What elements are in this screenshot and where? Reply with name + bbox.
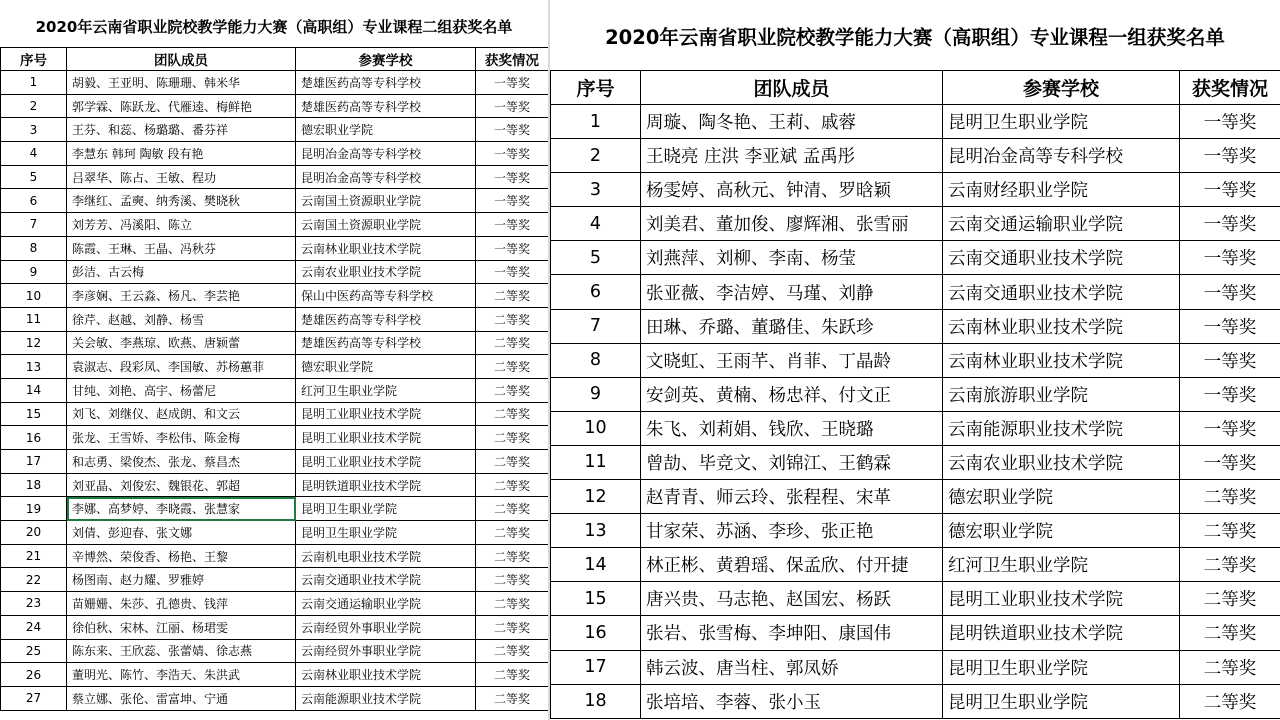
right-sheet-title: 2020年云南省职业院校教学能力大赛（高职组）专业课程一组获奖名单 bbox=[605, 26, 1225, 49]
table-row[interactable] bbox=[1, 307, 549, 331]
header-num[interactable]: 序号 bbox=[551, 71, 641, 105]
school-cell[interactable]: 云南能源职业技术学院 bbox=[296, 686, 476, 710]
members-cell[interactable]: 辛博然、荣俊香、杨艳、王黎 bbox=[67, 544, 296, 568]
school-cell[interactable]: 昆明冶金高等专科学校 bbox=[296, 142, 476, 166]
school-cell[interactable]: 云南农业职业技术学院 bbox=[296, 260, 476, 284]
school-cell[interactable]: 云南农业职业技术学院 bbox=[943, 445, 1180, 479]
row-num-cell[interactable]: 7 bbox=[1, 213, 67, 237]
members-cell[interactable]: 徐伯秋、宋林、江丽、杨珺雯 bbox=[67, 615, 296, 639]
school-cell[interactable]: 云南财经职业学院 bbox=[943, 173, 1180, 207]
school-cell[interactable]: 云南旅游职业学院 bbox=[943, 377, 1180, 411]
school-cell[interactable]: 红河卫生职业学院 bbox=[943, 548, 1180, 582]
table-row[interactable] bbox=[1, 189, 549, 213]
table-row[interactable] bbox=[1, 284, 549, 308]
school-cell[interactable]: 云南交通职业技术学院 bbox=[943, 241, 1180, 275]
members-cell[interactable]: 李彦娴、王云淼、杨凡、李芸艳 bbox=[67, 284, 296, 308]
table-row[interactable] bbox=[551, 139, 1280, 173]
award-cell[interactable]: 二等奖 bbox=[476, 402, 549, 426]
award-cell[interactable]: 二等奖 bbox=[476, 592, 549, 616]
table-row[interactable] bbox=[1, 378, 549, 402]
row-num-cell[interactable]: 14 bbox=[1, 378, 67, 402]
left-sheet-title: 2020年云南省职业院校教学能力大赛（高职组）专业课程二组获奖名单 bbox=[35, 18, 513, 36]
school-cell[interactable]: 云南林业职业技术学院 bbox=[943, 309, 1180, 343]
award-cell[interactable]: 一等奖 bbox=[476, 260, 549, 284]
members-cell[interactable]: 文晓虹、王雨芊、肖菲、丁晶龄 bbox=[641, 343, 943, 377]
award-cell[interactable]: 一等奖 bbox=[476, 94, 549, 118]
header-award[interactable]: 获奖情况 bbox=[476, 48, 549, 71]
award-cell[interactable]: 一等奖 bbox=[1180, 173, 1280, 207]
table-header-row bbox=[1, 48, 549, 71]
members-cell[interactable]: 陈东来、王欣蕊、张蕾婧、徐志燕 bbox=[67, 639, 296, 663]
row-num-cell[interactable]: 6 bbox=[1, 189, 67, 213]
members-cell[interactable]: 王晓亮 庄洪 李亚斌 孟禹彤 bbox=[641, 139, 943, 173]
members-cell[interactable]: 李继红、孟奭、纳秀溪、樊晓秋 bbox=[67, 189, 296, 213]
school-cell[interactable]: 昆明冶金高等专科学校 bbox=[296, 165, 476, 189]
row-num-cell[interactable]: 26 bbox=[1, 663, 67, 687]
award-cell[interactable]: 一等奖 bbox=[476, 71, 549, 95]
award-cell[interactable]: 二等奖 bbox=[476, 307, 549, 331]
table-row[interactable] bbox=[1, 213, 549, 237]
members-cell[interactable]: 关会敏、李燕琼、欧燕、唐颖蕾 bbox=[67, 331, 296, 355]
school-cell[interactable]: 云南国土资源职业学院 bbox=[296, 189, 476, 213]
row-num-cell[interactable]: 27 bbox=[1, 686, 67, 710]
row-num-cell[interactable]: 23 bbox=[1, 592, 67, 616]
school-cell[interactable]: 云南林业职业技术学院 bbox=[296, 236, 476, 260]
award-cell[interactable]: 一等奖 bbox=[1180, 241, 1280, 275]
row-num-cell[interactable]: 9 bbox=[551, 377, 641, 411]
school-cell[interactable]: 昆明卫生职业学院 bbox=[943, 650, 1180, 684]
table-row[interactable] bbox=[1, 118, 549, 142]
members-cell[interactable]: 唐兴贵、马志艳、赵国宏、杨跃 bbox=[641, 582, 943, 616]
school-cell[interactable]: 云南林业职业技术学院 bbox=[296, 663, 476, 687]
table-row[interactable] bbox=[1, 71, 549, 95]
table-row[interactable] bbox=[1, 592, 549, 616]
award-cell[interactable]: 二等奖 bbox=[1180, 480, 1280, 514]
award-cell[interactable]: 二等奖 bbox=[1180, 684, 1280, 718]
award-cell[interactable]: 一等奖 bbox=[1180, 309, 1280, 343]
award-cell[interactable]: 二等奖 bbox=[476, 639, 549, 663]
award-cell[interactable]: 一等奖 bbox=[476, 189, 549, 213]
table-row[interactable] bbox=[551, 275, 1280, 309]
award-cell[interactable]: 二等奖 bbox=[1180, 650, 1280, 684]
table-row[interactable] bbox=[1, 402, 549, 426]
members-cell[interactable]: 田琳、乔璐、董璐佳、朱跃珍 bbox=[641, 309, 943, 343]
table-row[interactable] bbox=[551, 377, 1280, 411]
row-num-cell[interactable]: 12 bbox=[551, 480, 641, 514]
members-cell[interactable]: 赵青青、师云玲、张程程、宋革 bbox=[641, 480, 943, 514]
school-cell[interactable]: 云南经贸外事职业学院 bbox=[296, 615, 476, 639]
members-cell[interactable]: 董明光、陈竹、李浩天、朱洪武 bbox=[67, 663, 296, 687]
table-row[interactable] bbox=[1, 639, 549, 663]
table-row[interactable] bbox=[1, 568, 549, 592]
school-cell[interactable]: 昆明铁道职业技术学院 bbox=[296, 473, 476, 497]
table-header-row bbox=[551, 71, 1280, 105]
row-num-cell[interactable]: 18 bbox=[551, 684, 641, 718]
school-cell[interactable]: 云南林业职业技术学院 bbox=[943, 343, 1180, 377]
school-cell[interactable]: 云南交通运输职业学院 bbox=[296, 592, 476, 616]
members-cell[interactable]: 徐芹、赵越、刘静、杨雪 bbox=[67, 307, 296, 331]
table-row[interactable] bbox=[551, 173, 1280, 207]
school-cell[interactable]: 云南经贸外事职业学院 bbox=[296, 639, 476, 663]
award-cell[interactable]: 一等奖 bbox=[1180, 343, 1280, 377]
row-num-cell[interactable]: 16 bbox=[551, 616, 641, 650]
members-cell[interactable]: 王芬、和蕊、杨璐璐、番芬祥 bbox=[67, 118, 296, 142]
members-cell[interactable]: 袁淑志、段彩凤、李国敏、苏杨蕙菲 bbox=[67, 355, 296, 379]
award-cell[interactable]: 二等奖 bbox=[476, 568, 549, 592]
award-cell[interactable]: 二等奖 bbox=[476, 615, 549, 639]
members-cell[interactable]: 杨雯婷、高秋元、钟清、罗晗颖 bbox=[641, 173, 943, 207]
row-num-cell[interactable]: 6 bbox=[551, 275, 641, 309]
row-num-cell[interactable]: 4 bbox=[1, 142, 67, 166]
award-cell[interactable]: 二等奖 bbox=[476, 521, 549, 545]
members-cell[interactable]: 张培培、李蓉、张小玉 bbox=[641, 684, 943, 718]
row-num-cell[interactable]: 24 bbox=[1, 615, 67, 639]
award-cell[interactable]: 二等奖 bbox=[476, 663, 549, 687]
row-num-cell[interactable]: 19 bbox=[1, 497, 67, 521]
row-num-cell[interactable]: 18 bbox=[1, 473, 67, 497]
members-cell[interactable]: 周璇、陶冬艳、王莉、戚蓉 bbox=[641, 105, 943, 139]
award-cell[interactable]: 二等奖 bbox=[476, 331, 549, 355]
members-cell[interactable]: 郭学霖、陈跃龙、代雁逵、梅鲜艳 bbox=[67, 94, 296, 118]
members-cell[interactable]: 刘芳芳、冯溪阳、陈立 bbox=[67, 213, 296, 237]
row-num-cell[interactable]: 10 bbox=[551, 411, 641, 445]
members-cell[interactable]: 张龙、王雪娇、李松伟、陈金梅 bbox=[67, 426, 296, 450]
members-cell[interactable]: 陈霞、王琳、王晶、冯秋芬 bbox=[67, 236, 296, 260]
row-num-cell[interactable]: 4 bbox=[551, 207, 641, 241]
school-cell[interactable]: 德宏职业学院 bbox=[296, 118, 476, 142]
row-num-cell[interactable]: 1 bbox=[551, 105, 641, 139]
school-cell[interactable]: 红河卫生职业学院 bbox=[296, 378, 476, 402]
table-row[interactable] bbox=[1, 615, 549, 639]
row-num-cell[interactable]: 17 bbox=[551, 650, 641, 684]
table-row[interactable] bbox=[551, 514, 1280, 548]
award-cell[interactable]: 一等奖 bbox=[476, 118, 549, 142]
table-row[interactable] bbox=[551, 309, 1280, 343]
table-row[interactable] bbox=[1, 450, 549, 474]
members-cell[interactable]: 苗姗姗、朱莎、孔德贵、钱萍 bbox=[67, 592, 296, 616]
table-row[interactable] bbox=[551, 241, 1280, 275]
school-cell[interactable]: 昆明工业职业技术学院 bbox=[296, 426, 476, 450]
table-row[interactable] bbox=[551, 650, 1280, 684]
row-num-cell[interactable]: 2 bbox=[1, 94, 67, 118]
school-cell[interactable]: 昆明铁道职业技术学院 bbox=[943, 616, 1180, 650]
row-num-cell[interactable]: 13 bbox=[551, 514, 641, 548]
table-row[interactable] bbox=[551, 207, 1280, 241]
header-school[interactable]: 参赛学校 bbox=[296, 48, 476, 71]
row-num-cell[interactable]: 14 bbox=[551, 548, 641, 582]
table-row[interactable] bbox=[1, 521, 549, 545]
award-cell[interactable]: 一等奖 bbox=[476, 142, 549, 166]
table-row[interactable] bbox=[1, 686, 549, 710]
row-num-cell[interactable]: 11 bbox=[551, 445, 641, 479]
school-cell[interactable]: 楚雄医药高等专科学校 bbox=[296, 71, 476, 95]
row-num-cell[interactable]: 15 bbox=[1, 402, 67, 426]
school-cell[interactable]: 德宏职业学院 bbox=[296, 355, 476, 379]
members-cell[interactable]: 彭洁、古云梅 bbox=[67, 260, 296, 284]
row-num-cell[interactable]: 15 bbox=[551, 582, 641, 616]
members-cell[interactable]: 甘家荣、苏涵、李珍、张正艳 bbox=[641, 514, 943, 548]
row-num-cell[interactable]: 9 bbox=[1, 260, 67, 284]
members-cell[interactable]: 李娜、高梦婷、李晓霞、张慧家 bbox=[67, 497, 296, 521]
row-num-cell[interactable]: 3 bbox=[551, 173, 641, 207]
table-row[interactable] bbox=[1, 355, 549, 379]
table-row[interactable] bbox=[551, 684, 1280, 718]
table-row[interactable] bbox=[551, 411, 1280, 445]
row-num-cell[interactable]: 5 bbox=[1, 165, 67, 189]
school-cell[interactable]: 昆明卫生职业学院 bbox=[943, 105, 1180, 139]
left-award-table bbox=[0, 47, 548, 711]
header-school[interactable]: 参赛学校 bbox=[943, 71, 1180, 105]
row-num-cell[interactable]: 5 bbox=[551, 241, 641, 275]
school-cell[interactable]: 昆明工业职业技术学院 bbox=[296, 402, 476, 426]
award-cell[interactable]: 一等奖 bbox=[476, 213, 549, 237]
award-cell[interactable]: 二等奖 bbox=[476, 355, 549, 379]
table-row[interactable] bbox=[551, 105, 1280, 139]
row-num-cell[interactable]: 1 bbox=[1, 71, 67, 95]
header-members[interactable]: 团队成员 bbox=[67, 48, 296, 71]
header-num[interactable]: 序号 bbox=[1, 48, 67, 71]
members-cell[interactable]: 刘美君、董加俊、廖辉湘、张雪丽 bbox=[641, 207, 943, 241]
award-cell[interactable]: 二等奖 bbox=[1180, 616, 1280, 650]
school-cell[interactable]: 云南交通运输职业学院 bbox=[943, 207, 1180, 241]
award-cell[interactable]: 一等奖 bbox=[1180, 105, 1280, 139]
right-award-sheet bbox=[550, 0, 1280, 720]
table-row[interactable] bbox=[1, 165, 549, 189]
table-row[interactable] bbox=[1, 260, 549, 284]
award-cell[interactable]: 一等奖 bbox=[1180, 445, 1280, 479]
table-row[interactable] bbox=[1, 94, 549, 118]
table-row[interactable] bbox=[551, 445, 1280, 479]
school-cell[interactable]: 德宏职业学院 bbox=[943, 480, 1180, 514]
members-cell[interactable]: 刘亚晶、刘俊宏、魏银花、郭超 bbox=[67, 473, 296, 497]
row-num-cell[interactable]: 8 bbox=[1, 236, 67, 260]
members-cell[interactable]: 和志勇、梁俊杰、张龙、蔡昌杰 bbox=[67, 450, 296, 474]
award-cell[interactable]: 一等奖 bbox=[1180, 411, 1280, 445]
row-num-cell[interactable]: 16 bbox=[1, 426, 67, 450]
row-num-cell[interactable]: 10 bbox=[1, 284, 67, 308]
row-num-cell[interactable]: 3 bbox=[1, 118, 67, 142]
award-cell[interactable]: 二等奖 bbox=[1180, 514, 1280, 548]
members-cell[interactable]: 刘飞、刘继仪、赵成朗、和文云 bbox=[67, 402, 296, 426]
school-cell[interactable]: 云南交通职业技术学院 bbox=[296, 568, 476, 592]
award-cell[interactable]: 二等奖 bbox=[476, 473, 549, 497]
award-cell[interactable]: 二等奖 bbox=[476, 686, 549, 710]
right-award-table bbox=[550, 70, 1280, 719]
award-cell[interactable]: 一等奖 bbox=[1180, 377, 1280, 411]
table-row[interactable] bbox=[1, 544, 549, 568]
table-row[interactable] bbox=[1, 236, 549, 260]
table-row[interactable] bbox=[1, 142, 549, 166]
row-num-cell[interactable]: 11 bbox=[1, 307, 67, 331]
award-cell[interactable]: 二等奖 bbox=[476, 284, 549, 308]
table-row[interactable] bbox=[551, 480, 1280, 514]
school-cell[interactable]: 云南国土资源职业学院 bbox=[296, 213, 476, 237]
award-cell[interactable]: 二等奖 bbox=[476, 378, 549, 402]
award-cell[interactable]: 二等奖 bbox=[476, 497, 549, 521]
award-cell[interactable]: 一等奖 bbox=[1180, 275, 1280, 309]
members-cell[interactable]: 曾劼、毕竞文、刘锦江、王鹤霖 bbox=[641, 445, 943, 479]
members-cell[interactable]: 甘纯、刘艳、高宇、杨蕾尼 bbox=[67, 378, 296, 402]
school-cell[interactable]: 昆明冶金高等专科学校 bbox=[943, 139, 1180, 173]
table-row[interactable] bbox=[1, 663, 549, 687]
table-row[interactable] bbox=[551, 343, 1280, 377]
members-cell[interactable]: 张岩、张雪梅、李坤阳、康国伟 bbox=[641, 616, 943, 650]
table-row[interactable] bbox=[551, 548, 1280, 582]
members-cell[interactable]: 韩云波、唐当柱、郭凤娇 bbox=[641, 650, 943, 684]
members-cell[interactable]: 安剑英、黄楠、杨忠祥、付文正 bbox=[641, 377, 943, 411]
school-cell[interactable]: 昆明卫生职业学院 bbox=[296, 497, 476, 521]
award-cell[interactable]: 一等奖 bbox=[1180, 139, 1280, 173]
school-cell[interactable]: 云南机电职业技术学院 bbox=[296, 544, 476, 568]
row-num-cell[interactable]: 2 bbox=[551, 139, 641, 173]
table-row[interactable] bbox=[1, 497, 549, 521]
members-cell[interactable]: 蔡立娜、张伦、雷富坤、宁通 bbox=[67, 686, 296, 710]
members-cell[interactable]: 杨图南、赵力耀、罗雅婷 bbox=[67, 568, 296, 592]
school-cell[interactable]: 楚雄医药高等专科学校 bbox=[296, 94, 476, 118]
award-cell[interactable]: 二等奖 bbox=[1180, 582, 1280, 616]
members-cell[interactable]: 刘燕萍、刘柳、李南、杨莹 bbox=[641, 241, 943, 275]
award-cell[interactable]: 一等奖 bbox=[1180, 207, 1280, 241]
header-members[interactable]: 团队成员 bbox=[641, 71, 943, 105]
school-cell[interactable]: 德宏职业学院 bbox=[943, 514, 1180, 548]
table-row[interactable] bbox=[551, 616, 1280, 650]
school-cell[interactable]: 云南交通职业技术学院 bbox=[943, 275, 1180, 309]
row-num-cell[interactable]: 12 bbox=[1, 331, 67, 355]
school-cell[interactable]: 保山中医药高等专科学校 bbox=[296, 284, 476, 308]
members-cell[interactable]: 吕翠华、陈占、王敏、程功 bbox=[67, 165, 296, 189]
row-num-cell[interactable]: 7 bbox=[551, 309, 641, 343]
award-cell[interactable]: 一等奖 bbox=[476, 236, 549, 260]
award-cell[interactable]: 二等奖 bbox=[1180, 548, 1280, 582]
school-cell[interactable]: 云南能源职业技术学院 bbox=[943, 411, 1180, 445]
school-cell[interactable]: 昆明卫生职业学院 bbox=[296, 521, 476, 545]
award-cell[interactable]: 二等奖 bbox=[476, 544, 549, 568]
table-row[interactable] bbox=[1, 331, 549, 355]
members-cell[interactable]: 张亚薇、李洁婷、马瑾、刘静 bbox=[641, 275, 943, 309]
members-cell[interactable]: 林正彬、黄碧瑶、保孟欣、付开捷 bbox=[641, 548, 943, 582]
row-num-cell[interactable]: 8 bbox=[551, 343, 641, 377]
school-cell[interactable]: 昆明工业职业技术学院 bbox=[296, 450, 476, 474]
school-cell[interactable]: 楚雄医药高等专科学校 bbox=[296, 331, 476, 355]
table-row[interactable] bbox=[1, 426, 549, 450]
school-cell[interactable]: 楚雄医药高等专科学校 bbox=[296, 307, 476, 331]
row-num-cell[interactable]: 20 bbox=[1, 521, 67, 545]
award-cell[interactable]: 二等奖 bbox=[476, 426, 549, 450]
table-row[interactable] bbox=[1, 473, 549, 497]
left-award-sheet bbox=[0, 0, 548, 720]
award-cell[interactable]: 一等奖 bbox=[476, 165, 549, 189]
row-num-cell[interactable]: 17 bbox=[1, 450, 67, 474]
members-cell[interactable]: 李慧东 韩珂 陶敏 段有艳 bbox=[67, 142, 296, 166]
award-cell[interactable]: 二等奖 bbox=[476, 450, 549, 474]
row-num-cell[interactable]: 13 bbox=[1, 355, 67, 379]
row-num-cell[interactable]: 21 bbox=[1, 544, 67, 568]
members-cell[interactable]: 刘倩、彭迎春、张文娜 bbox=[67, 521, 296, 545]
school-cell[interactable]: 昆明工业职业技术学院 bbox=[943, 582, 1180, 616]
members-cell[interactable]: 朱飞、刘莉娟、钱欣、王晓璐 bbox=[641, 411, 943, 445]
row-num-cell[interactable]: 25 bbox=[1, 639, 67, 663]
school-cell[interactable]: 昆明卫生职业学院 bbox=[943, 684, 1180, 718]
header-award[interactable]: 获奖情况 bbox=[1180, 71, 1280, 105]
members-cell[interactable]: 胡毅、王亚明、陈珊珊、韩米华 bbox=[67, 71, 296, 95]
table-row[interactable] bbox=[551, 582, 1280, 616]
row-num-cell[interactable]: 22 bbox=[1, 568, 67, 592]
